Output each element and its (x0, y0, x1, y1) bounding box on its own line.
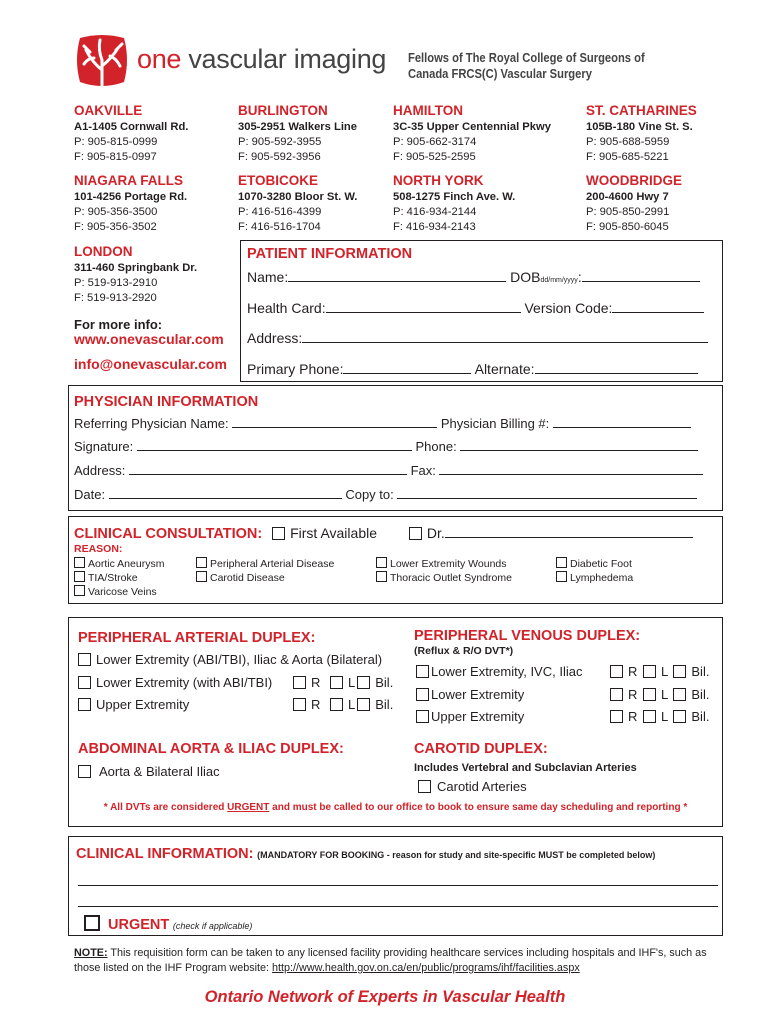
location-phone: P: 905-592-3955 (238, 136, 322, 148)
reason-aortic-aneurysm[interactable] (74, 557, 164, 571)
location-north-york (393, 172, 578, 235)
reason-varicose-veins[interactable] (74, 585, 157, 599)
reason-label-text: Lower Extremity Wounds (390, 558, 507, 570)
billing-label: Physician Billing #: (440, 416, 550, 431)
copy-to-label: Copy to: (345, 487, 394, 502)
reason-label-text: Thoracic Outlet Syndrome (390, 572, 512, 584)
reason-label-text: Aortic Aneurysm (88, 558, 165, 570)
location-phone: P: 905-688-5959 (586, 136, 670, 148)
side-r-checkbox[interactable] (610, 710, 623, 723)
carotid-item (418, 778, 527, 796)
arterial-item-2-sides (293, 674, 393, 692)
side-l-checkbox[interactable] (330, 676, 343, 689)
side-bil-label: Bil. (375, 675, 394, 690)
arterial-item-2-checkbox[interactable] (78, 676, 91, 689)
arterial-title: PERIPHERAL ARTERIAL DUPLEX: (78, 630, 316, 646)
side-r-label: R (628, 664, 638, 679)
location-woodbridge (586, 172, 770, 235)
dvt-note-after: and must be called to our office to book to ensure same day scheduling and reporting * (269, 802, 688, 813)
urgent-check-note: (check if applicable) (172, 921, 253, 931)
clinical-info-line-1[interactable] (78, 885, 718, 886)
fellows-line-2: Canada FRCS(C) Vascular Surgery (408, 66, 592, 81)
reason-diabetic-foot[interactable] (556, 557, 632, 571)
side-l-label: L (661, 709, 668, 724)
location-city: NORTH YORK (393, 173, 484, 188)
carotid-subtitle: Includes Vertebral and Subclavian Arteries (414, 762, 637, 774)
side-bil-label: Bil. (375, 697, 394, 712)
side-r-checkbox[interactable] (293, 698, 306, 711)
arterial-item-2 (78, 674, 272, 692)
physician-phone-field[interactable] (460, 438, 698, 451)
location-city: BURLINGTON (238, 103, 328, 118)
signature-label: Signature: (74, 439, 134, 454)
reason-label-text: Lymphedema (570, 572, 634, 584)
checkbox[interactable] (376, 571, 387, 582)
patient-address-field[interactable] (302, 330, 708, 343)
patient-address-row (247, 329, 708, 347)
patient-address-label: Address: (247, 330, 303, 346)
health-card-field[interactable] (326, 300, 521, 313)
location-phone: P: 416-516-4399 (238, 206, 322, 218)
physician-info-title: PHYSICIAN INFORMATION (74, 394, 259, 410)
venous-item-3-checkbox[interactable] (416, 710, 429, 723)
first-available-checkbox[interactable] (272, 527, 285, 540)
patient-phone-row (247, 360, 698, 378)
consultation-row (74, 524, 693, 543)
location-city: LONDON (74, 244, 133, 259)
primary-phone-field[interactable] (343, 361, 471, 374)
physician-address-label: Address: (74, 463, 126, 478)
dr-checkbox[interactable] (409, 527, 422, 540)
carotid-item-label: Carotid Arteries (437, 779, 527, 794)
abdominal-item (78, 763, 220, 781)
location-phone: P: 905-662-3174 (393, 136, 477, 148)
clinical-info-title: CLINICAL INFORMATION: (76, 846, 254, 862)
location-fax: F: 905-685-5221 (586, 151, 669, 163)
reason-thoracic-outlet[interactable] (376, 571, 512, 585)
arterial-item-1 (78, 651, 382, 669)
reason-peripheral-arterial[interactable] (196, 557, 334, 571)
urgent-row (84, 915, 252, 935)
arterial-item-label: Lower Extremity (with ABI/TBI) (96, 675, 273, 690)
location-phone: P: 416-934-2144 (393, 206, 477, 218)
arterial-item-label: Lower Extremity (ABI/TBI), Iliac & Aorta (Bilateral) (96, 652, 383, 667)
location-fax: F: 905-815-0997 (74, 151, 157, 163)
abdominal-item-label: Aorta & Bilateral Iliac (99, 764, 220, 779)
physician-phone-label: Phone: (415, 439, 457, 454)
venous-item-label: Upper Extremity (431, 709, 525, 724)
health-card-label: Health Card: (247, 300, 326, 316)
brand-wordmark (137, 44, 386, 74)
side-r-label: R (628, 709, 638, 724)
checkbox[interactable] (556, 571, 567, 582)
location-address: 101-4256 Portage Rd. (74, 191, 188, 203)
venous-item-2 (416, 686, 524, 704)
logo-tree-icon (72, 30, 132, 92)
venous-item-2-sides (610, 686, 709, 704)
more-info-label: For more info: (74, 317, 163, 332)
physician-address-field[interactable] (129, 462, 407, 475)
side-l-checkbox[interactable] (643, 665, 656, 678)
clinical-info-line-2[interactable] (78, 906, 718, 907)
patient-info-title: PATIENT INFORMATION (247, 246, 413, 262)
abdominal-title: ABDOMINAL AORTA & ILIAC DUPLEX: (78, 741, 344, 757)
location-address: 311-460 Springbank Dr. (74, 262, 198, 274)
location-address: 1070-3280 Bloor St. W. (238, 191, 358, 203)
side-r-checkbox[interactable] (610, 665, 623, 678)
location-address: 3C-35 Upper Centennial Pkwy (393, 121, 551, 133)
physician-date-row (74, 486, 697, 504)
side-bil-label: Bil. (691, 664, 710, 679)
patient-health-card-row (247, 299, 704, 317)
patient-dob-label: DOB (510, 269, 541, 285)
side-l-label: L (661, 687, 668, 702)
location-st-catharines (586, 102, 770, 165)
location-hamilton (393, 102, 578, 165)
side-l-label: L (348, 697, 356, 712)
clinical-info-header (76, 845, 655, 864)
website-link[interactable]: www.onevascular.com (74, 331, 224, 347)
alternate-phone-label: Alternate: (474, 361, 535, 377)
carotid-checkbox[interactable] (418, 780, 431, 793)
venous-item-label: Lower Extremity (431, 687, 525, 702)
reason-label-text: TIA/Stroke (88, 572, 138, 584)
fellows-statement (408, 50, 692, 82)
reason-label-text: Carotid Disease (210, 572, 285, 584)
checkbox[interactable] (196, 557, 207, 568)
first-available-label: First Available (290, 525, 378, 541)
location-fax: F: 905-525-2595 (393, 151, 476, 163)
location-address: 105B-180 Vine St. S. (586, 121, 693, 133)
patient-name-field[interactable] (288, 269, 506, 282)
location-address: 508-1275 Finch Ave. W. (393, 191, 516, 203)
checkbox[interactable] (376, 557, 387, 568)
arterial-item-1-checkbox[interactable] (78, 653, 91, 666)
side-r-label: R (311, 697, 321, 712)
location-address: 200-4600 Hwy 7 (586, 191, 669, 203)
referring-label: Referring Physician Name: (74, 416, 229, 431)
location-fax: F: 905-356-3502 (74, 221, 157, 233)
reason-carotid-disease[interactable] (196, 571, 285, 585)
location-city: HAMILTON (393, 103, 463, 118)
reason-tia-stroke[interactable] (74, 571, 138, 585)
side-bil-checkbox[interactable] (673, 710, 686, 723)
alternate-phone-field[interactable] (535, 361, 698, 374)
patient-name-row (247, 268, 700, 290)
email-link[interactable]: info@onevascular.com (74, 356, 227, 372)
arterial-item-3-checkbox[interactable] (78, 698, 91, 711)
side-l-checkbox[interactable] (330, 698, 343, 711)
version-code-label: Version Code: (524, 300, 613, 316)
side-r-label: R (311, 675, 321, 690)
side-r-checkbox[interactable] (293, 676, 306, 689)
venous-item-1-sides (610, 663, 709, 681)
side-bil-checkbox[interactable] (673, 665, 686, 678)
physician-address-row (74, 462, 703, 480)
physician-signature-row (74, 438, 698, 456)
location-fax: F: 519-913-2920 (74, 292, 157, 304)
side-bil-checkbox[interactable] (673, 688, 686, 701)
location-fax: F: 905-850-6045 (586, 221, 669, 233)
dvt-note-urgent: URGENT (227, 802, 270, 813)
copy-to-field[interactable] (397, 486, 697, 499)
date-label: Date: (74, 487, 106, 502)
billing-field[interactable] (553, 415, 691, 428)
clinical-mandatory-note: (MANDATORY FOR BOOKING - reason for study and site-specific MUST be completed below) (257, 850, 656, 860)
checkbox[interactable] (74, 557, 85, 568)
urgent-label: URGENT (108, 917, 170, 933)
checkbox[interactable] (196, 571, 207, 582)
arterial-item-label: Upper Extremity (96, 697, 190, 712)
brand-rest: vascular imaging (188, 44, 387, 74)
side-r-checkbox[interactable] (610, 688, 623, 701)
dr-name-field[interactable] (445, 525, 693, 538)
venous-subtitle: (Reflux & R/O DVT*) (414, 645, 514, 657)
side-bil-checkbox[interactable] (357, 698, 370, 711)
venous-item-label: Lower Extremity, IVC, Iliac (431, 664, 583, 679)
patient-dob-field[interactable] (582, 269, 700, 282)
reason-lymphedema[interactable] (556, 571, 633, 585)
fellows-line-1: Fellows of The Royal College of Surgeons of (408, 50, 645, 65)
side-r-label: R (628, 687, 638, 702)
version-code-field[interactable] (612, 300, 704, 313)
reason-label-text: Varicose Veins (88, 586, 157, 598)
location-niagara-falls (74, 172, 259, 235)
dvt-urgent-note (68, 802, 723, 813)
location-phone: P: 519-913-2910 (74, 277, 158, 289)
reason-label-text: Diabetic Foot (570, 558, 632, 570)
location-city: OAKVILLE (74, 103, 143, 118)
reason-lower-extremity-wounds[interactable] (376, 557, 507, 571)
venous-item-1-checkbox[interactable] (416, 665, 429, 678)
carotid-title: CAROTID DUPLEX: (414, 741, 548, 757)
venous-title: PERIPHERAL VENOUS DUPLEX: (414, 628, 641, 644)
location-phone: P: 905-356-3500 (74, 206, 158, 218)
venous-item-3-sides (610, 708, 709, 726)
patient-dob-format: dd/mm/yyyy (540, 277, 578, 284)
referring-field[interactable] (232, 415, 437, 428)
venous-item-1 (416, 663, 582, 681)
primary-phone-label: Primary Phone: (247, 361, 344, 377)
side-l-label: L (661, 664, 668, 679)
dvt-note-before: * All DVTs are considered (103, 802, 228, 813)
location-city: ETOBICOKE (238, 173, 319, 188)
signature-field[interactable] (137, 438, 412, 451)
location-fax: F: 905-592-3956 (238, 151, 321, 163)
date-field[interactable] (109, 486, 342, 499)
patient-name-label: Name: (247, 269, 289, 285)
location-address: 305-2951 Walkers Line (238, 121, 357, 133)
location-phone: P: 905-815-0999 (74, 136, 158, 148)
footer-tagline: Ontario Network of Experts in Vascular Health (204, 988, 566, 1006)
location-fax: F: 416-934-2143 (393, 221, 476, 233)
checkbox[interactable] (556, 557, 567, 568)
location-city: ST. CATHARINES (586, 103, 697, 118)
arterial-item-3-sides (293, 696, 393, 714)
brand-one: one (137, 44, 182, 74)
arterial-item-3 (78, 696, 189, 714)
side-bil-checkbox[interactable] (357, 676, 370, 689)
side-bil-label: Bil. (691, 687, 710, 702)
dr-label: Dr. (426, 525, 445, 541)
location-address: A1-1405 Cornwall Rd. (74, 121, 189, 133)
physician-referring-row (74, 415, 691, 433)
venous-item-2-checkbox[interactable] (416, 688, 429, 701)
location-oakville (74, 102, 259, 165)
side-l-label: L (348, 675, 356, 690)
patient-dob-colon: : (577, 269, 582, 285)
side-bil-label: Bil. (691, 709, 710, 724)
physician-fax-label: Fax: (410, 463, 436, 478)
note-label: NOTE: (74, 947, 108, 959)
reason-label-text: Peripheral Arterial Disease (210, 558, 335, 570)
footer-note (74, 946, 724, 976)
side-l-checkbox[interactable] (643, 688, 656, 701)
physician-fax-field[interactable] (439, 462, 703, 475)
venous-item-3 (416, 708, 524, 726)
location-phone: P: 905-850-2991 (586, 206, 670, 218)
note-text: This requisition form can be taken to any licensed facility providing healthcare services including hospitals and IHF's, such as those listed on the IHF Program website: (74, 947, 707, 974)
location-city: NIAGARA FALLS (74, 173, 183, 188)
abdominal-checkbox[interactable] (78, 765, 91, 778)
ihf-url-link[interactable]: http://www.health.gov.on.ca/en/public/programs/ihf/facilities.aspx (272, 962, 580, 974)
checkbox[interactable] (74, 571, 85, 582)
checkbox[interactable] (74, 585, 85, 596)
location-city: WOODBRIDGE (586, 173, 682, 188)
reason-label: REASON: (74, 543, 123, 555)
consultation-title: CLINICAL CONSULTATION: (74, 526, 263, 542)
side-l-checkbox[interactable] (643, 710, 656, 723)
location-london (74, 243, 259, 306)
location-fax: F: 416-516-1704 (238, 221, 321, 233)
urgent-checkbox[interactable] (84, 915, 100, 931)
